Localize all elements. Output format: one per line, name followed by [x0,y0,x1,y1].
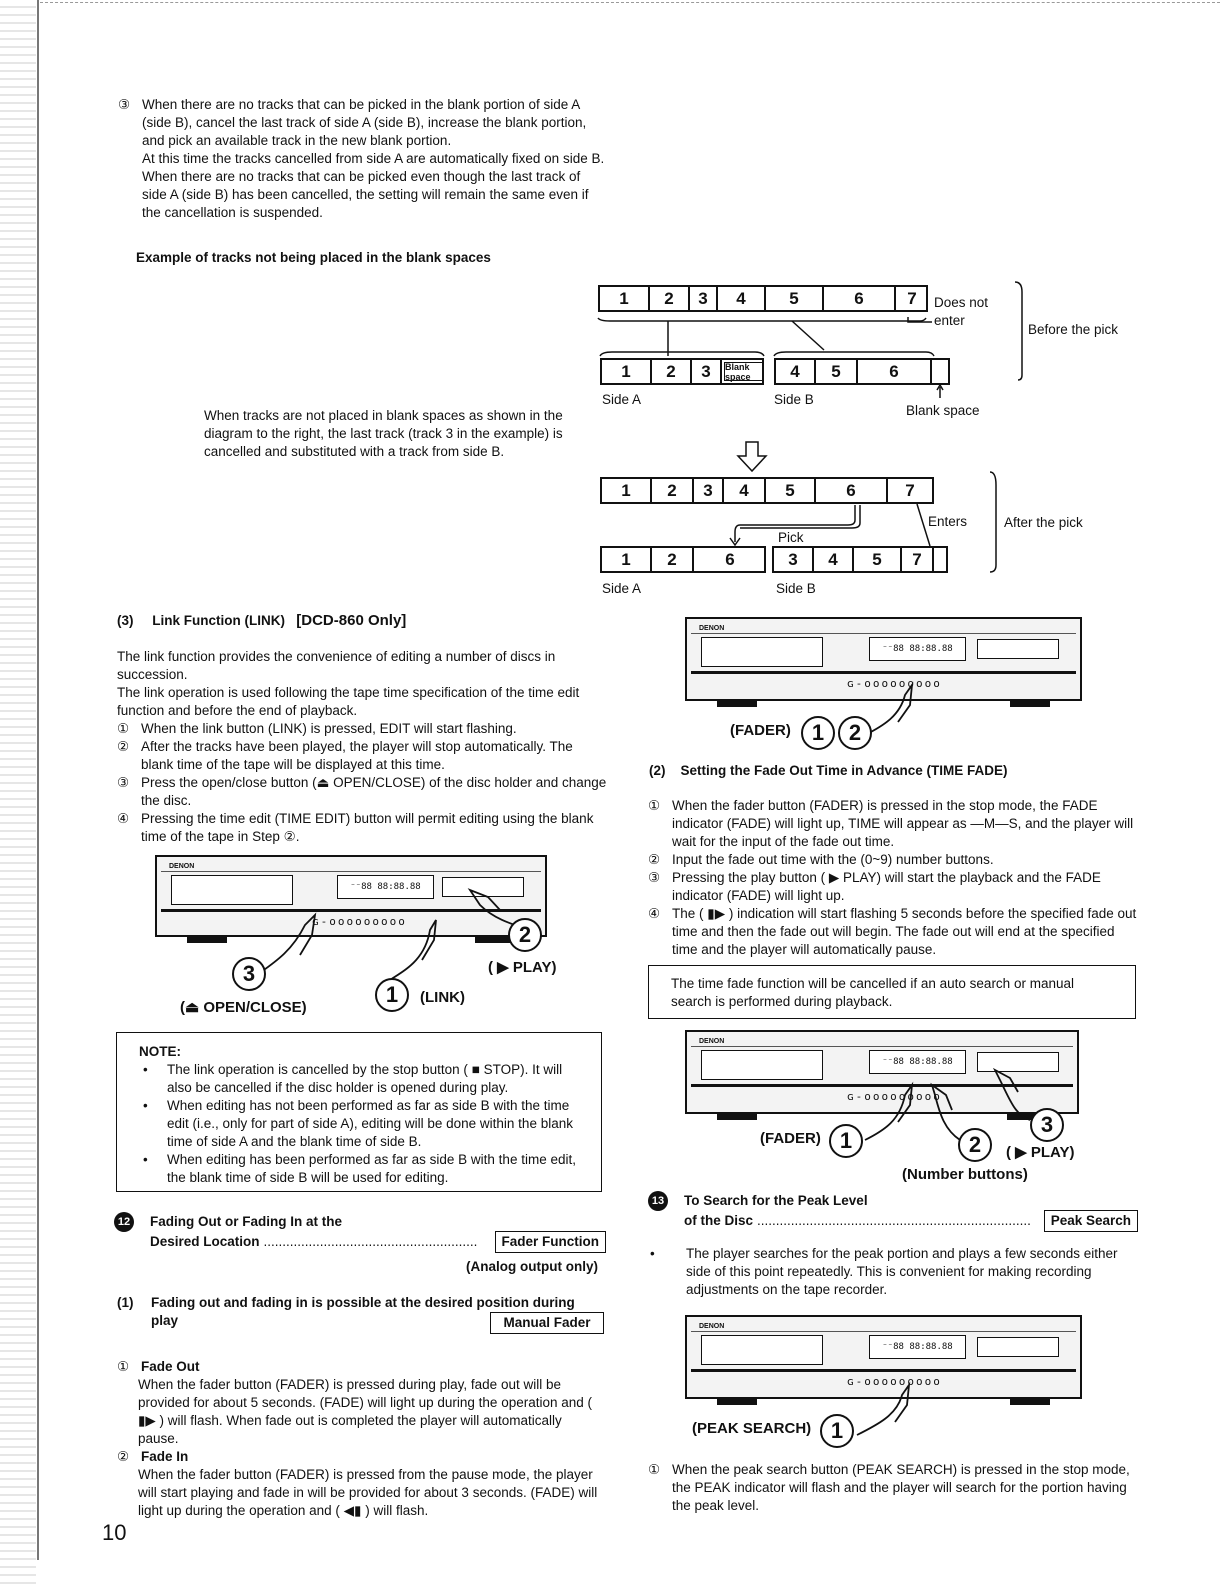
down-arrow [738,442,766,471]
row-side-b-after [772,546,948,573]
brand-logo: DENON [699,1038,725,1045]
scan-left-edge [0,0,36,1584]
peak-step: ① When the peak search button (PEAK SEARCH) is pressed in the stop mode, the PEAK indicator will flash and the player will search for the portion having the peak level. [648,1462,1130,1513]
display: ⁻⁻88 88:88.88 [869,637,966,661]
track-cell: 4 [776,360,816,383]
bracket-before [1015,282,1022,380]
scan-top-line [40,2,1220,3]
button-panel [977,1337,1059,1357]
page-number: 10 [102,1520,127,1545]
track-cell: 5 [816,360,858,383]
track-cell: 4 [814,548,854,571]
link-step: ④ Pressing the time edit (TIME EDIT) button will permit editing using the blank time of the tape in Step ②. [117,811,594,844]
row-side-a-before [600,358,764,385]
bracket-after [990,472,996,572]
overline-row2a [600,352,764,356]
fade-out-fade-in: ① Fade Out When the fader button (FADER) is pressed during play, fade out will be provided for about 5 seconds. (FADE) will light up during the operation and ( ▮▶ ) will flash. When fade out is completed the player will automatically pause. ② Fade In When the fader button (FADER) is pressed from the pause mode, the player will start playing and fade in will be provided for about 3 seconds. (FADE) will light up during the operation and ( ◀▮ ) will flash. [117,1358,603,1520]
after-pick-label: After the pick [1004,515,1083,530]
link-heading-model: [DCD-860 Only] [296,612,407,629]
track-cell: 2 [652,360,692,383]
row-side-b-before [774,358,950,385]
row-side-a-after [600,546,766,573]
button-panel [977,639,1059,659]
fading-title: Fading Out or Fading In at the Desired Location ......................................................... Fader Function [150,1213,606,1253]
front-buttons: ɢ-ooooooooo [312,915,407,928]
track-diagram [590,280,1150,600]
track-cell: 1 [600,287,650,310]
side-a-label-after: Side A [602,581,642,596]
display: ⁻⁻88 88:88.88 [337,875,434,899]
brand-logo: DENON [699,1323,725,1330]
peak-bullet: • The player searches for the peak portion and plays a few seconds either side of this point repeatedly. This is convenient for making recording adjustments on the tape recorder. [650,1246,1118,1297]
section-12-badge: 12 [114,1212,134,1232]
front-buttons: ɢ-ooooooooo [847,1375,942,1388]
track-cell: 3 [690,287,718,310]
link-step: ② After the tracks have been played, the player will stop automatically. The blank time of the tape will be displayed at this time. [117,739,573,772]
scan-left-line [37,0,39,1560]
brand-logo: DENON [169,863,195,870]
analog-output-note: (Analog output only) [466,1259,598,1274]
blank-space-cell: Blank space [724,362,764,381]
track-cell: 1 [602,548,652,571]
fade-in-title: Fade In [141,1449,189,1464]
side-a-label: Side A [602,392,642,407]
link-track4 [792,321,824,350]
time-fade-step: ③ Pressing the play button ( ▶ PLAY) will start the playback and the FADE indicator (FADE) will light up. [648,870,1101,903]
time-fade-step: ④ The ( ▮▶ ) indication will start flashing 5 seconds before the specified fade out time and then the fade out will begin. The fade out will end at the specified time and the player will automatically pause. [648,906,1137,957]
does-not-enter-arrow [908,317,932,322]
disc-tray [701,1335,823,1365]
track-cell: 3 [694,479,724,502]
manual-fader-heading: (1) Fading out and fading in is possible at the desired position during play Manual Fader [117,1294,604,1334]
note-title: NOTE: [139,1044,181,1059]
callout-1: 1 [375,978,409,1012]
track-cell: 6 [824,287,896,310]
pick-label: Pick [778,530,804,545]
time-fade-step: ① When the fader button (FADER) is pressed in the stop mode, the FADE indicator (FADE) will light up, TIME will appear as —M—S, and the player will wait for the input of the fade out time. [648,798,1134,849]
track-cell: 5 [766,287,824,310]
top-note-line-3: When there are no tracks that can be picked even though the last track of side A (side B) has been cancelled, the setting will remain the same even if the cancellation is suspended. [142,169,589,220]
top-note-line-1: When there are no tracks that can be picked in the blank portion of side A (side B), cancel the last track of side A (side B), increase the blank portion, and pick an available track in the new blank portion. [142,97,587,148]
link-heading-num: (3) [117,613,134,628]
note-box [116,1032,602,1192]
fader-label: (FADER) [730,722,791,739]
front-buttons: ɢ-ooooooooo [847,677,942,690]
track-cell: 4 [724,479,766,502]
time-fade-step: ② Input the fade out time with the (0~9) number buttons. [648,852,994,867]
time-fade-heading: (2) Setting the Fade Out Time in Advance (TIME FADE) [649,763,1008,778]
open-close-label: (⏏ OPEN/CLOSE) [180,999,307,1016]
track-cell: 6 [858,360,932,383]
callout-1: 1 [801,716,835,750]
track-cell: 5 [766,479,816,502]
link-heading-text: Link Function (LINK) [152,613,285,628]
example-description: When tracks are not placed in blank spaces as shown in the diagram to the right, the last track (track 3 in the example) is cancelled and substituted with a track from side B. [204,408,563,459]
peak-title: To Search for the Peak Level of the Disc ......................................................................... Peak Search [684,1192,1138,1232]
track-cell: 5 [854,548,902,571]
top-note-line-2: At this time the tracks cancelled from side A are automatically fixed on side B. [142,151,605,166]
section-13-badge: 13 [648,1191,668,1211]
display: ⁻⁻88 88:88.88 [869,1050,966,1074]
brand-logo: DENON [699,625,725,632]
track-cell: 1 [602,479,652,502]
callout-1: 1 [820,1414,854,1448]
row-after-pick [600,477,934,504]
before-pick-label: Before the pick [1028,322,1119,337]
fader-label: (FADER) [760,1130,821,1147]
top-note-number: ③ [118,97,131,112]
link-heading [117,612,406,630]
display: ⁻⁻88 88:88.88 [869,1335,966,1359]
callout-2: 2 [508,918,542,952]
track-cell: 2 [652,479,694,502]
does-not-enter-label: Does not enter [934,295,989,328]
link-section [117,648,607,846]
side-b-label: Side B [774,392,814,407]
enters-label: Enters [928,514,968,529]
callout-1: 1 [829,1124,863,1158]
disc-tray [701,637,823,667]
track-cell: 1 [602,360,652,383]
track-cell: 2 [652,548,694,571]
callout-3: 3 [232,957,266,991]
fade-in-text: When the fader button (FADER) is pressed from the pause mode, the player will start playing and fade in will be provided for about 3 seconds. (FADE) will light up during the operation and ( ◀▮ ) will flash. [138,1467,598,1518]
track-cell: 6 [816,479,888,502]
fade-out-title: Fade Out [141,1359,200,1374]
track-cell: 2 [650,287,690,310]
fader-function-tag: Fader Function [495,1231,607,1253]
play-label: ( ▶ PLAY) [488,959,557,976]
link-step: ③ Press the open/close button (⏏ OPEN/CLOSE) of the disc holder and change the disc. [117,775,607,808]
manual-fader-tag: Manual Fader [490,1312,604,1334]
track-cell: 7 [905,480,915,500]
callout-2: 2 [838,716,872,750]
blank-space-label: Blank space [906,403,980,418]
track-cell: 7 [907,288,917,308]
peak-search-tag: Peak Search [1044,1210,1138,1232]
link-step: ① When the link button (LINK) is pressed, EDIT will start flashing. [117,721,517,736]
side-b-label-after: Side B [776,581,816,596]
note-item: • The link operation is cancelled by the stop button ( ■ STOP). It will also be cancelled if the disc holder is opened during play. [143,1062,563,1095]
link-p1: The link function provides the convenience of editing a number of discs in succession. [117,649,556,682]
link-p2: The link operation is used following the tape time specification of the time edit function and before the end of playback. [117,685,580,718]
overline-row2b [774,352,934,356]
callout-3: 3 [1030,1108,1064,1142]
underline-row1 [598,318,926,321]
peak-search-label: (PEAK SEARCH) [692,1420,812,1437]
hand-pointer-peak [852,1380,922,1440]
example-heading: Example of tracks not being placed in the blank spaces [136,250,491,265]
time-fade-steps [648,797,1138,959]
track-cell: 7 [902,548,934,571]
note-item: • When editing has been performed as far as side B with the time edit, the blank time of side B will be used for editing. [143,1152,576,1185]
time-fade-notice-box: The time fade function will be cancelled if an auto search or manual search is performed during playback. [648,965,1136,1019]
callout-2: 2 [958,1128,992,1162]
number-buttons-label: (Number buttons) [902,1166,1028,1183]
link-label: (LINK) [420,989,465,1006]
track-cell: 6 [725,549,735,569]
track-cell: 3 [774,548,814,571]
track-cell: 3 [692,360,722,383]
note-item: • When editing has not been performed as far as side B with the time edit (i.e., only for part of side A), editing will be done within the blank time of side A and the blank time of side B. [143,1098,573,1149]
front-buttons: ɢ-ooooooooo [847,1090,942,1103]
fade-out-text: When the fader button (FADER) is pressed during play, fade out will be provided for about 5 seconds. (FADE) will light up during the operation and ( ▮▶ ) will flash. When fade out is completed the player will automatically pause. [138,1377,593,1446]
play-label: ( ▶ PLAY) [1006,1144,1075,1161]
top-note [118,96,606,222]
disc-tray [701,1050,823,1080]
track-cell: 4 [718,287,766,310]
